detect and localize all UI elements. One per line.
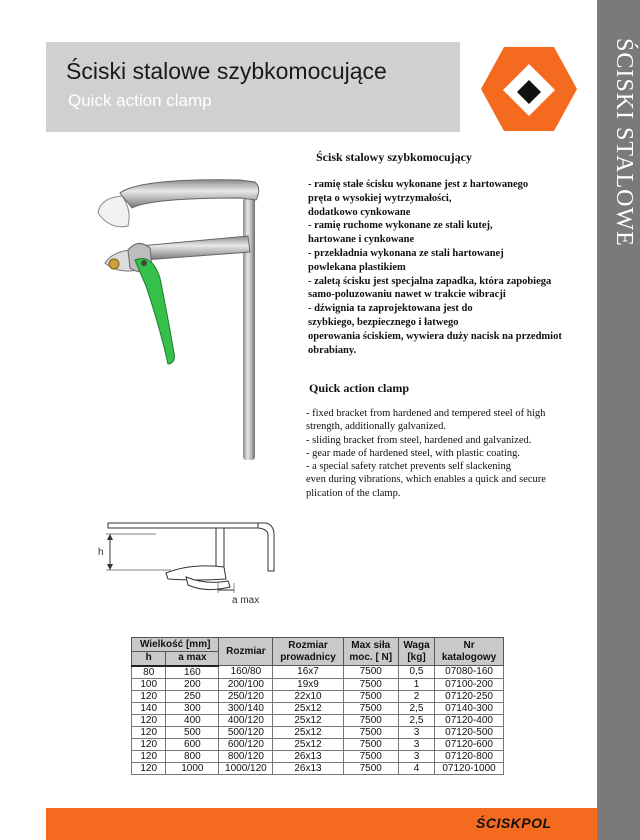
list-item: - sliding bracket from steel, hardened and galvanized. xyxy=(306,434,532,446)
list-item: dodatkowo cynkowane xyxy=(308,206,411,218)
th-prowadnicy: Rozmiar prowadnicy xyxy=(273,638,343,666)
list-item: - dźwignia ta zaprojektowana jest do xyxy=(308,303,473,315)
table-row: 140 300 300/140 25x12 7500 2,5 07140-300 xyxy=(132,702,504,714)
list-item: plication of the clamp. xyxy=(306,487,401,499)
th-size: Wielkość [mm] xyxy=(132,638,219,652)
table-row: 120 800 800/120 26x13 7500 3 07120-800 xyxy=(132,750,504,762)
list-item: samo-poluzowaniu nawet w trakcie wibracji xyxy=(308,289,506,301)
th-nr: Nr katalogowy xyxy=(435,638,504,666)
list-item: - fixed bracket from hardened and tempered steel of high xyxy=(306,408,546,419)
en-description-list xyxy=(306,407,596,500)
th-a: a max xyxy=(166,652,219,666)
sidebar-title: ŚCISKI STALOWE xyxy=(611,38,637,247)
diagram-label-a: a max xyxy=(232,595,260,606)
th-h: h xyxy=(132,652,166,666)
th-waga: Waga [kg] xyxy=(398,638,434,666)
list-item: - przekładnia wykonana ze stali hartowanej xyxy=(308,247,504,259)
spec-table xyxy=(131,637,504,775)
page-subtitle: Quick action clamp xyxy=(68,91,212,110)
th-rozmiar: Rozmiar xyxy=(219,638,273,666)
list-item: - zaletą ścisku jest specjalna zapadka, która zapobiega xyxy=(308,275,552,287)
th-sila: Max siła moc. [ N] xyxy=(343,638,398,666)
pl-description-list xyxy=(308,178,598,357)
list-item: - ramię ruchome wykonane ze stali kutej, xyxy=(308,220,493,232)
pl-description-heading: Ścisk stalowy szybkomocujący xyxy=(316,150,473,164)
footer-brand-logo: ŚCISKPOL xyxy=(476,815,552,831)
list-item: even during vibrations, which enables a quick and secure xyxy=(306,474,546,486)
clamp-dimension-diagram xyxy=(96,515,306,607)
table-row: 120 400 400/120 25x12 7500 2,5 07120-400 xyxy=(132,714,504,726)
list-item: operowania ściskiem, wywiera duży nacisk na przedmiot xyxy=(308,330,562,342)
table-row: 100 200 200/100 19x9 7500 1 07100-200 xyxy=(132,678,504,690)
diagram-label-h: h xyxy=(98,547,104,558)
page-title: Ściski stalowe szybkomocujące xyxy=(66,58,387,84)
company-logo xyxy=(479,44,579,134)
table-row: 120 600 600/120 25x12 7500 3 07120-600 xyxy=(132,738,504,750)
clamp-photo xyxy=(80,168,280,468)
list-item: pręta o wysokiej wytrzymałości, xyxy=(308,192,452,204)
table-row: 80 160 160/80 16x7 7500 0,5 07080-160 xyxy=(132,666,504,679)
title-box xyxy=(46,42,460,132)
list-item: szybkiego, bezpiecznego i łatwego xyxy=(308,316,459,328)
list-item: obrabiany. xyxy=(308,344,357,356)
en-description-heading: Quick action clamp xyxy=(309,381,410,395)
list-item: powlekana plastikiem xyxy=(308,261,406,273)
table-row: 120 1000 1000/120 26x13 7500 4 07120-1000 xyxy=(132,762,504,774)
list-item: strength, additionally galvanized. xyxy=(306,421,446,433)
table-row: 120 500 500/120 25x12 7500 3 07120-500 xyxy=(132,726,504,738)
list-item: - gear made of hardened steel, with plastic coating. xyxy=(306,447,520,459)
list-item: hartowane i cynkowane xyxy=(308,234,415,246)
table-row: 120 250 250/120 22x10 7500 2 07120-250 xyxy=(132,690,504,702)
list-item: - ramię stałe ścisku wykonane jest z hartowanego xyxy=(308,179,529,190)
list-item: - a special safety ratchet prevents self slackening xyxy=(306,461,511,473)
